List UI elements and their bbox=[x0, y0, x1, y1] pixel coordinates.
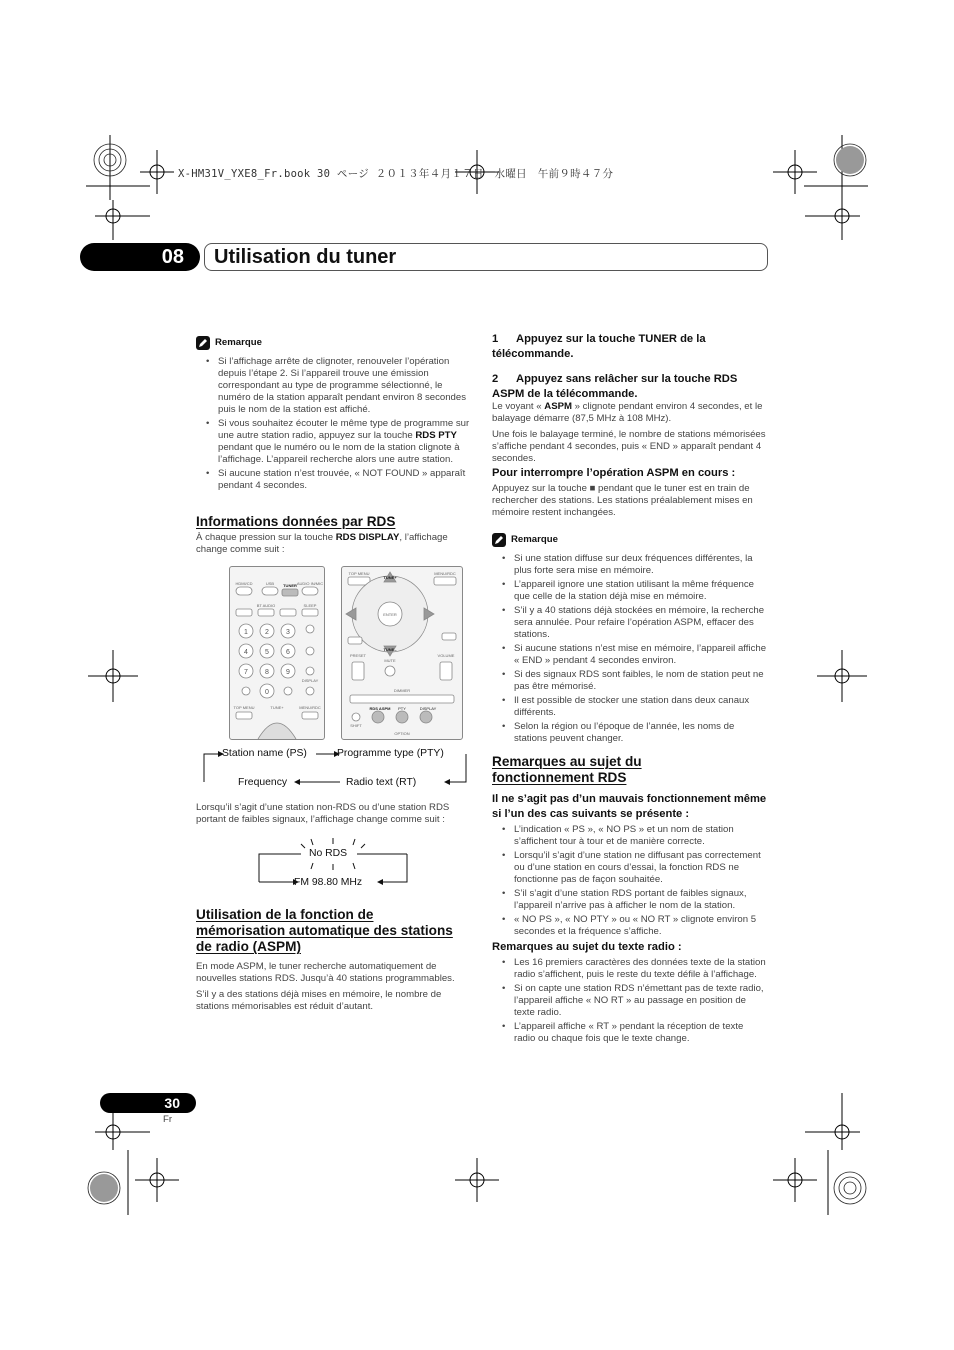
svg-text:DISPLAY: DISPLAY bbox=[301, 678, 319, 683]
svg-text:0: 0 bbox=[265, 689, 269, 696]
rds-info-heading: Informations données par RDS bbox=[196, 514, 396, 529]
non-rds-paragraph: Lorsqu’il s’agit d’une station non-RDS ou d’une station RDS portant de faibles signaux, l’affichage change comme suit : bbox=[196, 802, 450, 825]
page-number: 30 bbox=[100, 1093, 196, 1113]
svg-text:TUNE–: TUNE– bbox=[383, 647, 397, 652]
svg-text:VOLUME: VOLUME bbox=[437, 653, 455, 658]
svg-text:8: 8 bbox=[265, 669, 269, 676]
remark-item: • S’il s’agit d’une station RDS portant de faibles signaux, l’appareil n’arrive pas à afficher le nom de la station. bbox=[514, 888, 767, 912]
remote-left-panel bbox=[229, 566, 325, 740]
svg-text:TUNER: TUNER bbox=[283, 583, 297, 588]
svg-text:OPTION: OPTION bbox=[394, 731, 410, 736]
svg-text:DIMMER: DIMMER bbox=[393, 688, 411, 693]
svg-text:RDS ASPM: RDS ASPM bbox=[369, 706, 391, 711]
interrupt-heading: Pour interrompre l’opération ASPM en cours : bbox=[492, 467, 736, 479]
svg-text:2: 2 bbox=[265, 629, 269, 636]
rds-info-intro: À chaque pression sur la touche RDS DISPLAY, l’affichage change comme suit : bbox=[196, 532, 448, 555]
remark-item: • Si on capte une station RDS n’émettant pas de texte radio, l’appareil affiche « NO RT » au passage en position de texte radio. bbox=[514, 983, 767, 1019]
aspm-paragraph: S’il y a des stations déjà mises en mémoire, le nombre de stations mémorisables est réduit d’autant. bbox=[196, 989, 442, 1012]
remark-item: • Lorsqu’il s’agit d’une station ne diffusant pas correctement ou d’une station en cours d’essai, la fonction RDS ne fonctionne pas de façon souhaitée. bbox=[514, 850, 767, 886]
note-item: • Selon la région ou l’époque de l’année, les noms de stations peuvent changer. bbox=[514, 721, 767, 745]
svg-text:MENU/RDC: MENU/RDC bbox=[434, 571, 456, 576]
chapter-number: 08 bbox=[80, 243, 200, 271]
svg-text:3: 3 bbox=[286, 629, 290, 636]
diagram-no-rds: No RDS bbox=[309, 848, 348, 859]
print-header: X-HM31V_YXE8_Fr.book 30 ページ ２０１３年４月１７日 水曜日 午前９時４７分 bbox=[178, 168, 614, 180]
remote-right-panel bbox=[341, 566, 463, 740]
svg-text:ENTER: ENTER bbox=[383, 612, 397, 617]
interrupt-text: Appuyez sur la touche ■ pendant que le tuner est en train de rechercher des stations. Les stations préalablement mises en mémoire restent inchangées. bbox=[492, 483, 753, 518]
svg-text:MENU/RDC: MENU/RDC bbox=[299, 705, 321, 710]
aspm-body bbox=[196, 961, 470, 1017]
note-item: • Si aucune stations n’est mise en mémoire, l’appareil affiche « END » pendant 4 secondes environ. bbox=[514, 643, 767, 667]
svg-text:7: 7 bbox=[244, 669, 248, 676]
svg-text:5: 5 bbox=[265, 649, 269, 656]
svg-text:DISPLAY: DISPLAY bbox=[419, 706, 437, 711]
svg-text:BT AUDIO: BT AUDIO bbox=[256, 603, 276, 608]
note-heading: Remarque bbox=[492, 533, 767, 547]
diagram-frequency: Frequency bbox=[238, 777, 288, 788]
aspm-heading: Utilisation de la fonction de mémorisation automatique des stations de radio (ASPM) bbox=[196, 907, 453, 954]
note-pencil-icon bbox=[196, 336, 210, 350]
svg-text:6: 6 bbox=[286, 649, 290, 656]
svg-text:PTY: PTY bbox=[398, 706, 406, 711]
note-item: • Il est possible de stocker une station dans deux canaux différents. bbox=[514, 695, 767, 719]
right-note bbox=[492, 533, 767, 747]
note-pencil-icon bbox=[492, 533, 506, 547]
diagram-station-name: Station name (PS) bbox=[222, 748, 307, 759]
note-item: • Si des signaux RDS sont faibles, le nom de station peut ne pas être mémorisé. bbox=[514, 669, 767, 693]
svg-text:1: 1 bbox=[244, 629, 248, 636]
diagram-fm-frequency: FM 98.80 MHz bbox=[294, 877, 363, 888]
svg-text:SLEEP: SLEEP bbox=[303, 603, 317, 608]
remarks-subheading-2: Remarques au sujet du texte radio : bbox=[492, 941, 682, 953]
svg-text:TOP MENU: TOP MENU bbox=[233, 705, 255, 710]
note-item: • Si aucune station n’est trouvée, « NOT FOUND » apparaît pendant 4 secondes. bbox=[218, 468, 470, 492]
remark-item: • L’indication « PS », « NO PS » et un nom de station s’affichent tour à tour et de manière correcte. bbox=[514, 824, 767, 848]
note-item: • Si l’affichage arrête de clignoter, renouveler l’opération depuis l’étape 2. Si l’appareil trouve une émission correspondant au type de programme sélectionné, le numéro de la station apparaît pendant environ 8 secondes puis le nom de la station est affiché. bbox=[218, 356, 470, 416]
note-item: • Si vous souhaitez écouter le même type de programme sur une autre station radio, appuyez sur la touche RDS PTY pendant que le numéro ou le nom de la station clignote à l’affichage. L’appareil recherche alors une autre station. bbox=[218, 418, 470, 466]
svg-text:4: 4 bbox=[244, 649, 248, 656]
step-2-paragraph: Le voyant « ASPM » clignote pendant environ 4 secondes, et le balayage démarre (87,5 MHz à 108 MHz). bbox=[492, 401, 763, 424]
page-language: Fr bbox=[163, 1114, 173, 1125]
remarks-list-1 bbox=[492, 824, 767, 940]
svg-text:MUTE: MUTE bbox=[384, 658, 396, 663]
remark-item: • « NO PS », « NO PTY » ou « NO RT » clignote environ 5 secondes et la fréquence s’affiche. bbox=[514, 914, 767, 938]
svg-text:AUDIO IN/MIC: AUDIO IN/MIC bbox=[296, 581, 324, 586]
note-item: • Si une station diffuse sur deux fréquences différentes, la plus forte sera mise en mémoire. bbox=[514, 553, 767, 577]
svg-text:PRESET: PRESET bbox=[349, 653, 367, 658]
remark-item: • L’appareil affiche « RT » pendant la réception de texte radio ou chaque fois que le texte change. bbox=[514, 1021, 767, 1045]
diagram-programme-type: Programme type (PTY) bbox=[337, 748, 444, 759]
svg-text:9: 9 bbox=[286, 669, 290, 676]
step-2: 2 Appuyez sans relâcher sur la touche RDS ASPM de la télécommande. bbox=[492, 373, 738, 400]
step-2-body bbox=[492, 401, 767, 469]
svg-text:TUNE+: TUNE+ bbox=[270, 705, 284, 710]
step-1: 1 Appuyez sur la touche TUNER de la télécommande. bbox=[492, 333, 706, 360]
aspm-paragraph: En mode ASPM, le tuner recherche automatiquement de nouvelles stations RDS. Jusqu’à 40 stations programmables. bbox=[196, 961, 455, 984]
remote-illustration bbox=[229, 566, 463, 740]
svg-text:SHIFT: SHIFT bbox=[350, 723, 362, 728]
svg-text:HDMI/CD: HDMI/CD bbox=[235, 581, 253, 586]
svg-text:TUNE+: TUNE+ bbox=[383, 575, 397, 580]
remarks-subheading-1: Il ne s’agit pas d’un mauvais fonctionnement même si l’un des cas suivants se présente : bbox=[492, 793, 767, 820]
chapter-title: Utilisation du tuner bbox=[214, 246, 397, 268]
note-heading: Remarque bbox=[196, 336, 470, 350]
step-2-paragraph: Une fois le balayage terminé, le nombre de stations mémorisées s’affiche pendant 4 secondes, puis « END » apparaît pendant 4 secondes. bbox=[492, 429, 766, 464]
remarks-heading: Remarques au sujet du fonctionnement RDS bbox=[492, 754, 642, 785]
svg-text:USB: USB bbox=[265, 581, 275, 586]
diagram-radio-text: Radio text (RT) bbox=[346, 777, 417, 788]
note-item: • L’appareil ignore une station utilisant la même fréquence que celle de la station déjà mise en mémoire. bbox=[514, 579, 767, 603]
svg-text:TOP MENU: TOP MENU bbox=[348, 571, 370, 576]
remarks-list-2 bbox=[492, 957, 767, 1047]
note-item: • S’il y a 40 stations déjà stockées en mémoire, la recherche sera annulée. Pour refaire l’opération ASPM, effacer des stations. bbox=[514, 605, 767, 641]
remark-item: • Les 16 premiers caractères des données texte de la station radio s’affichent, puis le reste du texte défile à l’affichage. bbox=[514, 957, 767, 981]
left-note bbox=[196, 336, 470, 494]
